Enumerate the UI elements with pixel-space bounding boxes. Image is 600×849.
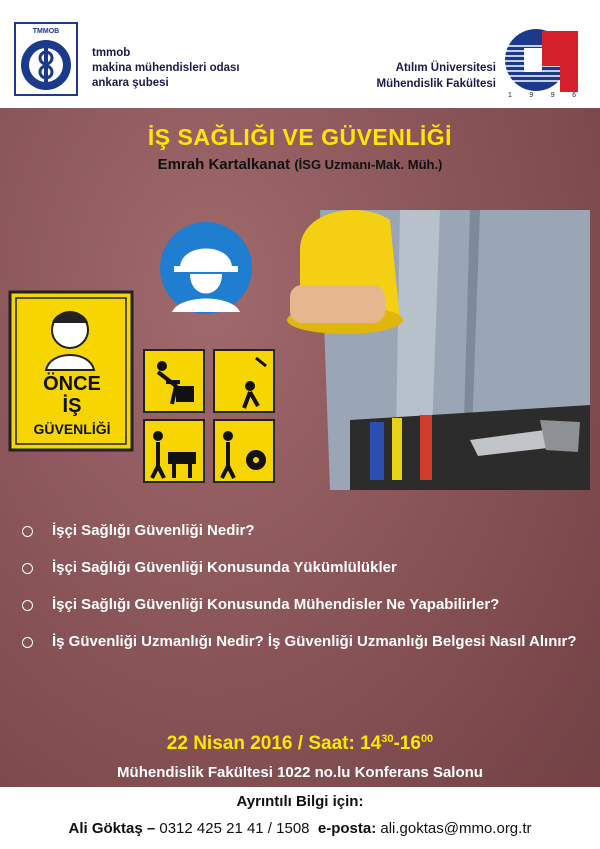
end-minute: 00 — [420, 733, 434, 745]
topic-text: İşçi Sağlığı Güvenliği Konusunda Mühendisler Ne Yapabilirler? — [52, 596, 500, 613]
pictogram-lifting-icon — [144, 350, 204, 412]
year-digit: 9 — [550, 92, 555, 99]
pictogram-radiation-icon — [214, 420, 274, 482]
atilim-line-2: Mühendislik Fakültesi — [376, 78, 496, 90]
speaker-name: Emrah Kartalkanat — [157, 156, 291, 173]
pictogram-falling-icon — [214, 350, 274, 412]
atilim-year — [508, 92, 576, 99]
topic-text: İşçi Sağlığı Güvenliği Nedir? — [52, 522, 255, 539]
mmo-logo — [14, 22, 78, 96]
year-digit: 1 — [508, 92, 512, 99]
safety-first-sign — [10, 292, 132, 450]
pictogram-machine-icon — [144, 420, 204, 482]
end-hour: 16 — [399, 733, 421, 754]
atilim-logo — [502, 26, 580, 98]
time-separator: - — [393, 733, 400, 754]
contact-name: Ali Göktaş – — [68, 820, 156, 837]
event-date: 22 Nisan 2016 / Saat: — [166, 733, 361, 754]
safety-illustration — [0, 190, 600, 510]
atilim-line-1: Atılım Üniversitesi — [395, 62, 496, 74]
mmo-line-3: ankara şubesi — [92, 77, 169, 89]
sign-line-3: GÜVENLİĞİ — [33, 421, 111, 437]
helmet-sign-icon — [160, 222, 252, 314]
mmo-org-text — [92, 46, 240, 91]
list-item — [22, 631, 582, 652]
contact-phone[interactable]: 0312 425 21 41 / 1508 — [159, 820, 310, 837]
poster-title: İŞ SAĞLIĞI VE GÜVENLİĞİ — [147, 124, 453, 150]
contact-heading: Ayrıntılı Bilgi için: — [236, 793, 364, 810]
list-item — [22, 557, 582, 578]
event-datetime — [0, 733, 600, 755]
bullet-icon — [22, 526, 33, 537]
atilim-org-text — [377, 60, 497, 92]
worker-image — [287, 210, 590, 490]
email-label: e-posta: — [317, 820, 377, 837]
list-item — [22, 594, 582, 615]
mmo-logo-text: TMMOB — [32, 28, 60, 35]
bullet-icon — [22, 600, 33, 611]
list-item — [22, 520, 582, 541]
year-digit: 9 — [529, 92, 534, 99]
speaker — [0, 156, 600, 173]
start-minute: 30 — [381, 733, 394, 745]
topic-text: İş Güvenliği Uzmanlığı Nedir? İş Güvenliği Uzmanlığı Belgesi Nasıl Alınır? — [52, 633, 577, 650]
sign-line-2: İŞ — [62, 395, 82, 417]
mmo-line-1: tmmob — [92, 47, 131, 59]
start-hour: 14 — [360, 733, 382, 754]
speaker-role: (İSG Uzmanı-Mak. Müh.) — [294, 157, 443, 172]
contact-email[interactable]: ali.goktas@mmo.org.tr — [380, 820, 532, 837]
event-venue: Mühendislik Fakültesi 1022 no.lu Konferans Salonu — [117, 764, 483, 781]
bullet-icon — [22, 637, 33, 648]
year-digit: 6 — [572, 92, 576, 99]
topic-text: İşçi Sağlığı Güvenliği Konusunda Yükümlülükler — [52, 559, 397, 576]
topic-list — [22, 520, 582, 668]
contact-line — [0, 820, 600, 837]
bullet-icon — [22, 563, 33, 574]
mmo-line-2: makina mühendisleri odası — [92, 62, 240, 74]
sign-line-1: ÖNCE — [43, 373, 101, 395]
